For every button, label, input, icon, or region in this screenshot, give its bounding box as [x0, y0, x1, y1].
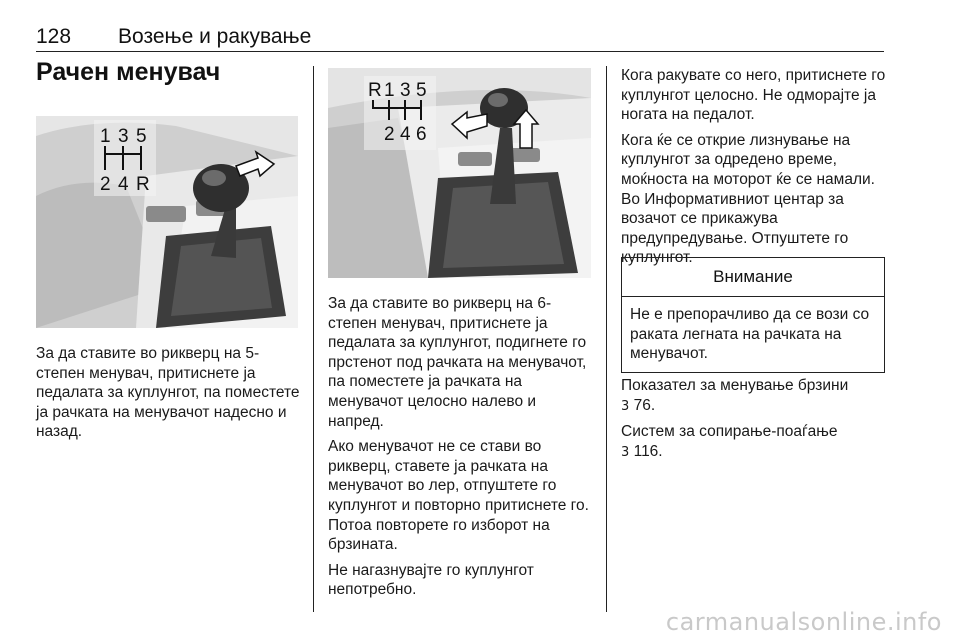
gear-label: 4: [118, 174, 129, 195]
gear-label: 5: [416, 80, 427, 101]
column-divider-1: [313, 66, 314, 612]
gear-label: R: [368, 80, 382, 101]
reference-text: Систем за сопирање-поаѓање: [621, 423, 838, 441]
gear-label: 2: [384, 124, 395, 145]
gear-label: 1: [100, 126, 111, 147]
figure-6-speed-gearbox: [328, 68, 591, 278]
paragraph: За да ставите во рикверц на 6-степен менувач, притиснете ја педалата за куплунгот, подигнете го прстенот под рачката на менувачот, па поместете ја рачката на менувачот целосно налево и напред.: [328, 295, 587, 430]
cross-references: [621, 376, 887, 468]
page-number: 128: [36, 25, 72, 48]
column-1: [36, 58, 300, 87]
reference-page-link[interactable]: 76.: [633, 396, 656, 414]
gear-label: 3: [400, 80, 411, 101]
paragraph: За да ставите во рикверц на 5-степен менувач, притиснете ја педалата за куплунгот, па поместете ја рачката на менувачот надесно и назад.: [36, 345, 300, 441]
chapter-title: Возење и ракување: [118, 25, 312, 48]
caution-box: [621, 257, 885, 373]
gear-label: 2: [100, 174, 111, 195]
column-2-text: [328, 294, 594, 606]
paragraph: Кога ракувате со него, притиснете го куплунгот целосно. Не одморајте ја ногата на педалот.: [621, 67, 886, 124]
reference-item: [621, 422, 887, 462]
column-3-text: [621, 66, 887, 274]
paragraph: Ако менувачот не се стави во рикверц, ставете ја рачката на менувачот во лер, отпуштете го куплунгот и повторно притиснете го. Потоа повторете го изборот на брзината.: [328, 438, 589, 554]
reference-arrow-icon: 3: [621, 398, 630, 414]
caution-text: Не е препорачливо да се вози со раката легната на рачката на менувачот.: [630, 306, 870, 363]
paragraph: Кога ќе се открие лизнување на куплунгот за одредено време, моќноста на моторот ќе се намали. Во Информативниот центар за возачот се прикажува предупредување. Отпуштете го куплунгот.: [621, 131, 875, 267]
paragraph: Не нагазнувајте го куплунгот непотребно.: [328, 561, 534, 599]
page-header: [36, 22, 884, 52]
gear-label: 5: [136, 126, 147, 147]
gear-label: 6: [416, 124, 427, 145]
section-title: Рачен менувач: [36, 58, 221, 86]
gearbox-5-speed-illustration: [36, 116, 298, 328]
gear-label: 3: [118, 126, 129, 147]
caution-title: Внимание: [622, 258, 884, 297]
watermark: carmanualsonline.info: [665, 608, 942, 636]
gear-label: 4: [400, 124, 411, 145]
gear-label: R: [136, 174, 150, 195]
gear-label: 1: [384, 80, 395, 101]
gearbox-6-speed-illustration: [328, 68, 591, 278]
reference-page-link[interactable]: 116.: [633, 442, 663, 460]
column-1-text: [36, 344, 300, 448]
column-divider-2: [606, 66, 607, 612]
figure-5-speed-gearbox: [36, 116, 298, 328]
reference-arrow-icon: 3: [621, 444, 630, 460]
header-rule: [36, 51, 884, 52]
reference-item: [621, 376, 887, 416]
reference-text: Показател за менување брзини: [621, 377, 849, 394]
